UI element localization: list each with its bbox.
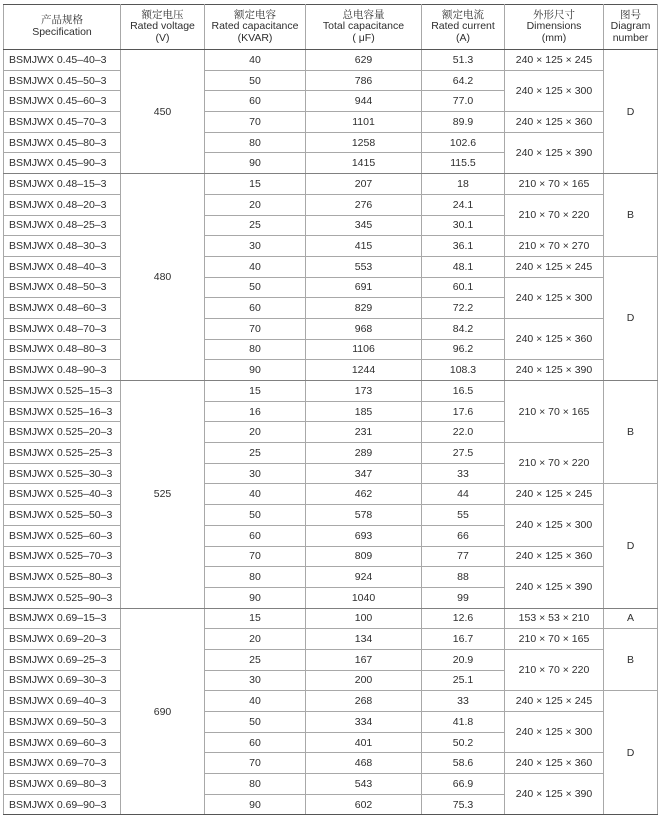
spec-cell: BSMJWX 0.45–70–3 xyxy=(4,112,121,133)
dimensions-cell: 210 × 70 × 165 xyxy=(505,174,604,195)
diagram-cell: D xyxy=(604,484,658,608)
voltage-cell: 525 xyxy=(121,381,205,609)
capacitance-cell: 462 xyxy=(306,484,422,505)
current-cell: 55 xyxy=(422,505,505,526)
current-cell: 30.1 xyxy=(422,215,505,236)
current-cell: 64.2 xyxy=(422,70,505,91)
table-row xyxy=(4,381,658,402)
current-cell: 66 xyxy=(422,525,505,546)
header-dimensions-unit: (mm) xyxy=(541,31,567,44)
header-voltage xyxy=(121,5,205,50)
header-dimensions-en: Dimensions xyxy=(526,20,582,33)
capacitance-cell: 268 xyxy=(306,691,422,712)
capacitance-cell: 629 xyxy=(306,50,422,71)
capacitance-cell: 924 xyxy=(306,567,422,588)
capacity-cell: 80 xyxy=(205,339,306,360)
table-row xyxy=(4,112,658,133)
spec-cell: BSMJWX 0.48–20–3 xyxy=(4,194,121,215)
dimensions-cell: 240 × 125 × 300 xyxy=(505,277,604,318)
dimensions-cell: 240 × 125 × 245 xyxy=(505,256,604,277)
diagram-cell: B xyxy=(604,381,658,484)
voltage-cell: 450 xyxy=(121,50,205,174)
capacity-cell: 60 xyxy=(205,525,306,546)
diagram-cell: D xyxy=(604,50,658,174)
capacitance-cell: 786 xyxy=(306,70,422,91)
capacity-cell: 25 xyxy=(205,649,306,670)
spec-cell: BSMJWX 0.525–15–3 xyxy=(4,381,121,402)
current-cell: 96.2 xyxy=(422,339,505,360)
current-cell: 58.6 xyxy=(422,753,505,774)
table-row xyxy=(4,712,658,733)
table-row xyxy=(4,360,658,381)
capacity-cell: 70 xyxy=(205,546,306,567)
spec-cell: BSMJWX 0.45–40–3 xyxy=(4,50,121,71)
capacity-cell: 50 xyxy=(205,70,306,91)
current-cell: 77 xyxy=(422,546,505,567)
table-row xyxy=(4,484,658,505)
dimensions-cell: 240 × 125 × 245 xyxy=(505,484,604,505)
capacity-cell: 90 xyxy=(205,794,306,815)
capacity-cell: 20 xyxy=(205,194,306,215)
current-cell: 77.0 xyxy=(422,91,505,112)
header-diagram xyxy=(604,5,658,50)
current-cell: 44 xyxy=(422,484,505,505)
spec-cell: BSMJWX 0.45–90–3 xyxy=(4,153,121,174)
table-row xyxy=(4,774,658,795)
header-spec xyxy=(4,5,121,50)
capacity-cell: 90 xyxy=(205,587,306,608)
table-row xyxy=(4,546,658,567)
table-row xyxy=(4,70,658,91)
capacity-cell: 40 xyxy=(205,50,306,71)
current-cell: 25.1 xyxy=(422,670,505,691)
current-cell: 60.1 xyxy=(422,277,505,298)
header-row xyxy=(4,5,658,50)
spec-cell: BSMJWX 0.525–30–3 xyxy=(4,463,121,484)
current-cell: 16.7 xyxy=(422,629,505,650)
spec-cell: BSMJWX 0.69–70–3 xyxy=(4,753,121,774)
table-row xyxy=(4,277,658,298)
capacity-cell: 25 xyxy=(205,443,306,464)
dimensions-cell: 210 × 70 × 165 xyxy=(505,381,604,443)
capacity-cell: 80 xyxy=(205,567,306,588)
spec-cell: BSMJWX 0.69–60–3 xyxy=(4,732,121,753)
spec-cell: BSMJWX 0.48–90–3 xyxy=(4,360,121,381)
capacity-cell: 70 xyxy=(205,318,306,339)
capacity-cell: 70 xyxy=(205,112,306,133)
spec-cell: BSMJWX 0.525–60–3 xyxy=(4,525,121,546)
capacitance-cell: 1258 xyxy=(306,132,422,153)
spec-cell: BSMJWX 0.48–60–3 xyxy=(4,298,121,319)
spec-cell: BSMJWX 0.48–80–3 xyxy=(4,339,121,360)
capacity-cell: 25 xyxy=(205,215,306,236)
capacitance-cell: 543 xyxy=(306,774,422,795)
header-spec-en: Specification xyxy=(32,26,92,38)
current-cell: 102.6 xyxy=(422,132,505,153)
diagram-cell: A xyxy=(604,608,658,629)
capacity-cell: 16 xyxy=(205,401,306,422)
diagram-cell: B xyxy=(604,629,658,691)
dimensions-cell: 210 × 70 × 220 xyxy=(505,443,604,484)
header-diagram-sub: number xyxy=(612,31,649,44)
current-cell: 27.5 xyxy=(422,443,505,464)
dimensions-cell: 240 × 125 × 390 xyxy=(505,774,604,815)
spec-cell: BSMJWX 0.45–60–3 xyxy=(4,91,121,112)
capacity-cell: 60 xyxy=(205,298,306,319)
capacity-cell: 15 xyxy=(205,174,306,195)
current-cell: 41.8 xyxy=(422,712,505,733)
table-header xyxy=(4,5,658,50)
capacitance-cell: 1101 xyxy=(306,112,422,133)
capacitance-cell: 134 xyxy=(306,629,422,650)
spec-cell: BSMJWX 0.525–70–3 xyxy=(4,546,121,567)
table-row xyxy=(4,318,658,339)
spec-cell: BSMJWX 0.525–16–3 xyxy=(4,401,121,422)
header-voltage-en: Rated voltage xyxy=(130,20,195,33)
current-cell: 99 xyxy=(422,587,505,608)
spec-cell: BSMJWX 0.525–40–3 xyxy=(4,484,121,505)
capacitance-cell: 1040 xyxy=(306,587,422,608)
header-capacitance-zh: 总电容量 xyxy=(342,8,385,21)
current-cell: 33 xyxy=(422,691,505,712)
header-spec-zh: 产品规格 xyxy=(41,14,83,27)
capacitance-cell: 231 xyxy=(306,422,422,443)
spec-cell: BSMJWX 0.525–50–3 xyxy=(4,505,121,526)
current-cell: 108.3 xyxy=(422,360,505,381)
capacity-cell: 60 xyxy=(205,732,306,753)
capacitance-cell: 276 xyxy=(306,194,422,215)
capacitance-cell: 289 xyxy=(306,443,422,464)
diagram-cell: D xyxy=(604,256,658,380)
voltage-cell: 690 xyxy=(121,608,205,815)
table-row xyxy=(4,50,658,71)
header-diagram-en: Diagram xyxy=(610,20,651,33)
dimensions-cell: 240 × 125 × 360 xyxy=(505,753,604,774)
current-cell: 24.1 xyxy=(422,194,505,215)
spec-cell: BSMJWX 0.48–30–3 xyxy=(4,236,121,257)
capacity-cell: 60 xyxy=(205,91,306,112)
capacity-cell: 80 xyxy=(205,132,306,153)
dimensions-cell: 240 × 125 × 300 xyxy=(505,505,604,546)
header-capacitance xyxy=(306,5,422,50)
dimensions-cell: 240 × 125 × 300 xyxy=(505,70,604,111)
capacitance-cell: 968 xyxy=(306,318,422,339)
spec-cell: BSMJWX 0.69–25–3 xyxy=(4,649,121,670)
capacity-cell: 40 xyxy=(205,484,306,505)
current-cell: 89.9 xyxy=(422,112,505,133)
capacitance-cell: 468 xyxy=(306,753,422,774)
current-cell: 51.3 xyxy=(422,50,505,71)
capacity-cell: 40 xyxy=(205,691,306,712)
table-row xyxy=(4,753,658,774)
spec-cell: BSMJWX 0.525–20–3 xyxy=(4,422,121,443)
table-row xyxy=(4,608,658,629)
header-capacity-unit: (KVAR) xyxy=(237,31,273,44)
spec-cell: BSMJWX 0.48–70–3 xyxy=(4,318,121,339)
current-cell: 66.9 xyxy=(422,774,505,795)
current-cell: 20.9 xyxy=(422,649,505,670)
spec-cell: BSMJWX 0.525–25–3 xyxy=(4,443,121,464)
header-capacity xyxy=(205,5,306,50)
capacitance-cell: 578 xyxy=(306,505,422,526)
table-body xyxy=(4,50,658,815)
table-row xyxy=(4,256,658,277)
table-row xyxy=(4,567,658,588)
current-cell: 17.6 xyxy=(422,401,505,422)
voltage-cell: 480 xyxy=(121,174,205,381)
capacity-cell: 15 xyxy=(205,608,306,629)
capacitance-cell: 1106 xyxy=(306,339,422,360)
capacitance-cell: 602 xyxy=(306,794,422,815)
spec-cell: BSMJWX 0.48–25–3 xyxy=(4,215,121,236)
capacitance-cell: 415 xyxy=(306,236,422,257)
table-row xyxy=(4,629,658,650)
dimensions-cell: 240 × 125 × 360 xyxy=(505,318,604,359)
current-cell: 72.2 xyxy=(422,298,505,319)
current-cell: 88 xyxy=(422,567,505,588)
spec-cell: BSMJWX 0.48–50–3 xyxy=(4,277,121,298)
capacity-cell: 70 xyxy=(205,753,306,774)
table-row xyxy=(4,649,658,670)
spec-cell: BSMJWX 0.525–90–3 xyxy=(4,587,121,608)
table-row xyxy=(4,132,658,153)
header-voltage-zh: 额定电压 xyxy=(141,8,184,21)
capacity-cell: 40 xyxy=(205,256,306,277)
capacitance-cell: 334 xyxy=(306,712,422,733)
table-row xyxy=(4,443,658,464)
capacitance-cell: 345 xyxy=(306,215,422,236)
header-current-zh: 额定电流 xyxy=(442,8,484,21)
capacity-cell: 80 xyxy=(205,774,306,795)
capacitance-cell: 1415 xyxy=(306,153,422,174)
diagram-cell: D xyxy=(604,691,658,815)
capacity-cell: 50 xyxy=(205,712,306,733)
current-cell: 12.6 xyxy=(422,608,505,629)
header-current-unit: (A) xyxy=(456,31,470,44)
diagram-cell: B xyxy=(604,174,658,257)
capacity-cell: 20 xyxy=(205,629,306,650)
spec-cell: BSMJWX 0.45–50–3 xyxy=(4,70,121,91)
spec-cell: BSMJWX 0.69–15–3 xyxy=(4,608,121,629)
capacity-cell: 15 xyxy=(205,381,306,402)
dimensions-cell: 210 × 70 × 220 xyxy=(505,649,604,690)
current-cell: 48.1 xyxy=(422,256,505,277)
capacitance-cell: 829 xyxy=(306,298,422,319)
table-row xyxy=(4,194,658,215)
dimensions-cell: 240 × 125 × 245 xyxy=(505,50,604,71)
table-row xyxy=(4,691,658,712)
capacity-cell: 30 xyxy=(205,670,306,691)
capacitance-cell: 347 xyxy=(306,463,422,484)
header-current-en: Rated current xyxy=(431,20,495,33)
current-cell: 115.5 xyxy=(422,153,505,174)
header-voltage-unit: (V) xyxy=(155,31,170,44)
capacitance-cell: 691 xyxy=(306,277,422,298)
capacitance-cell: 401 xyxy=(306,732,422,753)
dimensions-cell: 240 × 125 × 360 xyxy=(505,112,604,133)
capacitance-cell: 185 xyxy=(306,401,422,422)
dimensions-cell: 240 × 125 × 245 xyxy=(505,691,604,712)
capacitance-cell: 100 xyxy=(306,608,422,629)
spec-cell: BSMJWX 0.69–30–3 xyxy=(4,670,121,691)
capacity-cell: 20 xyxy=(205,422,306,443)
spec-cell: BSMJWX 0.69–40–3 xyxy=(4,691,121,712)
dimensions-cell: 240 × 125 × 390 xyxy=(505,567,604,608)
capacity-cell: 50 xyxy=(205,505,306,526)
dimensions-cell: 153 × 53 × 210 xyxy=(505,608,604,629)
capacitance-cell: 167 xyxy=(306,649,422,670)
spec-cell: BSMJWX 0.45–80–3 xyxy=(4,132,121,153)
current-cell: 84.2 xyxy=(422,318,505,339)
capacitance-cell: 693 xyxy=(306,525,422,546)
capacity-cell: 30 xyxy=(205,236,306,257)
capacity-cell: 90 xyxy=(205,153,306,174)
table-row xyxy=(4,236,658,257)
header-capacitance-unit: ( μF) xyxy=(352,31,375,44)
header-dimensions xyxy=(505,5,604,50)
spec-cell: BSMJWX 0.48–15–3 xyxy=(4,174,121,195)
capacity-cell: 30 xyxy=(205,463,306,484)
capacity-cell: 90 xyxy=(205,360,306,381)
header-capacitance-en: Total capacitance xyxy=(322,20,405,33)
header-current xyxy=(422,5,505,50)
current-cell: 36.1 xyxy=(422,236,505,257)
dimensions-cell: 210 × 70 × 220 xyxy=(505,194,604,235)
spec-cell: BSMJWX 0.69–90–3 xyxy=(4,794,121,815)
capacitance-cell: 200 xyxy=(306,670,422,691)
header-capacity-en: Rated capacitance xyxy=(211,20,299,33)
spec-cell: BSMJWX 0.69–20–3 xyxy=(4,629,121,650)
capacitance-cell: 944 xyxy=(306,91,422,112)
spec-cell: BSMJWX 0.525–80–3 xyxy=(4,567,121,588)
capacity-cell: 50 xyxy=(205,277,306,298)
spec-table xyxy=(3,4,658,815)
table-row xyxy=(4,505,658,526)
current-cell: 33 xyxy=(422,463,505,484)
dimensions-cell: 240 × 125 × 390 xyxy=(505,360,604,381)
header-diagram-zh: 图号 xyxy=(620,8,641,21)
current-cell: 16.5 xyxy=(422,381,505,402)
header-capacity-zh: 额定电容 xyxy=(234,8,276,21)
spec-cell: BSMJWX 0.48–40–3 xyxy=(4,256,121,277)
capacitance-cell: 1244 xyxy=(306,360,422,381)
current-cell: 75.3 xyxy=(422,794,505,815)
current-cell: 22.0 xyxy=(422,422,505,443)
capacitance-cell: 553 xyxy=(306,256,422,277)
capacitance-cell: 809 xyxy=(306,546,422,567)
dimensions-cell: 240 × 125 × 390 xyxy=(505,132,604,173)
capacitance-cell: 173 xyxy=(306,381,422,402)
current-cell: 18 xyxy=(422,174,505,195)
spec-cell: BSMJWX 0.69–80–3 xyxy=(4,774,121,795)
dimensions-cell: 210 × 70 × 165 xyxy=(505,629,604,650)
dimensions-cell: 240 × 125 × 360 xyxy=(505,546,604,567)
capacitance-cell: 207 xyxy=(306,174,422,195)
dimensions-cell: 210 × 70 × 270 xyxy=(505,236,604,257)
table-row xyxy=(4,174,658,195)
current-cell: 50.2 xyxy=(422,732,505,753)
header-dimensions-zh: 外形尺寸 xyxy=(533,8,575,21)
spec-cell: BSMJWX 0.69–50–3 xyxy=(4,712,121,733)
dimensions-cell: 240 × 125 × 300 xyxy=(505,712,604,753)
